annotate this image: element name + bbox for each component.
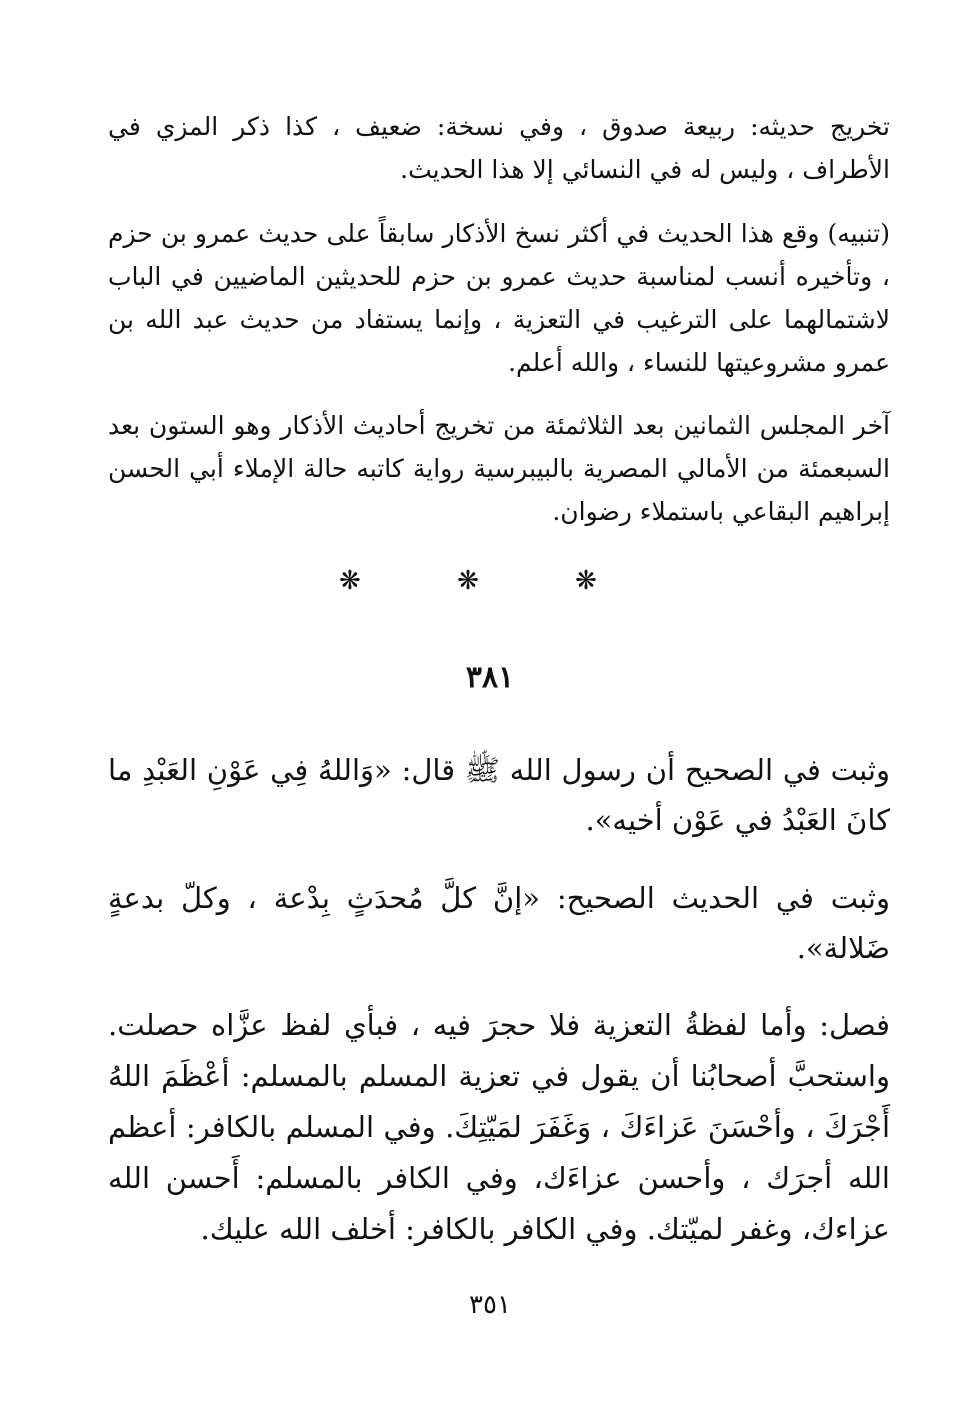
fasl-paragraph: فصل: وأما لفظةُ التعزية فلا حجرَ فيه ، فبأي لفظ عزَّاه حصلت. واستحبَّ أصحابُنا أن يقول في تعزية المسلم بالمسلم: أعْظَمَ اللهُ أَجْرَكَ ، وأحْسَنَ عَزاءَكَ ، وَغَفَرَ لمَيّتِكَ. وفي المسلم بالكافر: أعظم الله أجرَك ، وأحسن عزاءَك، وفي الكافر بالمسلم: أَحسن الله عزاءك، وغفر لميّتك. وفي الكافر بالكافر: أخلف الله عليك. [108, 1008, 891, 1246]
page-number: ٣٥١ [469, 1290, 511, 1320]
hadith-number-heading: ٣٨١ [465, 660, 515, 695]
session-end-paragraph: آخر المجلس الثمانين بعد الثلاثمئة من تخريج أحاديث الأذكار وهو الستون بعد السبعمئة من الأمالي المصرية بالبيبرسية رواية كاتبه حالة الإملاء أبي الحسن إبراهيم البقاعي باستملاء رضوان. [108, 411, 890, 526]
hadith-takhrij-paragraph: تخريج حديثه: ربيعة صدوق ، وفي نسخة: ضعيف ، كذا ذكر المزي في الأطراف ، وليس له في النسائي إلا هذا الحديث. [108, 112, 890, 184]
hadith-text-paragraph-2: وثبت في الحديث الصحيح: «إنَّ كلَّ مُحدَثٍ بِدْعة ، وكلّ بدعةٍ ضَلالة». [108, 881, 890, 965]
section-separator: ❋ ❋ ❋ [339, 566, 641, 596]
hadith-text-paragraph: وثبت في الصحيح أن رسول الله ﷺ قال: «وَاللهُ فِي عَوْنِ العَبْدِ ما كانَ العَبْدُ في عَوْن أخيه». [108, 753, 890, 837]
note-paragraph: (تنبيه) وقع هذا الحديث في أكثر نسخ الأذكار سابقاً على حديث عمرو بن حزم ، وتأخيره أنسب لمناسبة حديث عمرو بن حزم للحديثين الماضيين في الباب لاشتمالهما على الترغيب في التعزية ، وإنما يستفاد من حديث عبد الله بن عمرو مشروعيتها للنساء ، والله أعلم. [108, 219, 890, 377]
